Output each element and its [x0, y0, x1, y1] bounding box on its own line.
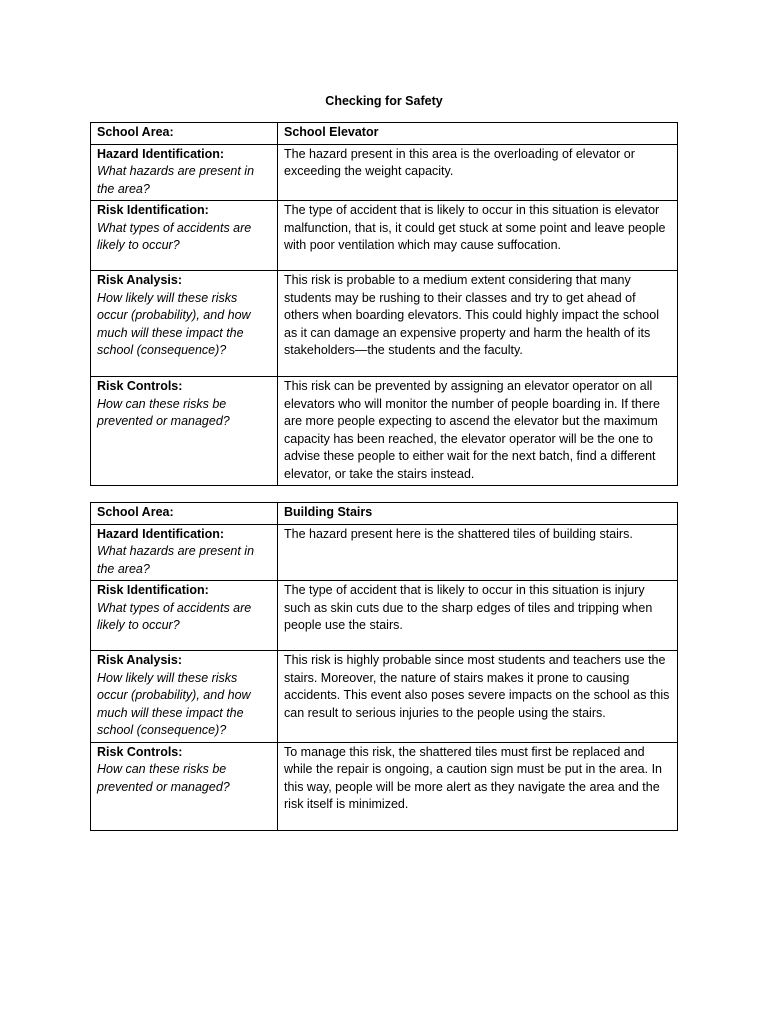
- answer-text: The type of accident that is likely to occur in this situation is injury such as skin cuts due to the sharp edges of tiles and tripping when people use the stairs.: [284, 583, 653, 632]
- answer-cell: [278, 581, 678, 651]
- answer-text: The hazard present here is the shattered tiles of building stairs.: [284, 526, 633, 541]
- answer-cell: [278, 377, 678, 486]
- row-label: School Area:: [97, 125, 174, 139]
- answer-cell: [278, 651, 678, 743]
- answer-cell: [278, 271, 678, 377]
- row-label: School Area:: [97, 505, 174, 519]
- row-label-cell: [91, 651, 278, 743]
- row-label-cell: [91, 742, 278, 830]
- row-question: What types of accidents are likely to occur?: [97, 600, 252, 632]
- table-row: [91, 271, 678, 377]
- answer-cell: [278, 123, 678, 145]
- row-label: Risk Controls:: [97, 379, 183, 393]
- row-label: Risk Identification:: [97, 203, 209, 217]
- answer-cell: [278, 503, 678, 525]
- table-row: [91, 524, 678, 581]
- table-row: [91, 377, 678, 486]
- answer-cell: [278, 144, 678, 201]
- table-row: [91, 144, 678, 201]
- row-label: Risk Identification:: [97, 583, 209, 597]
- answer-text: The type of accident that is likely to occur in this situation is elevator malfunction, that is, it could get stuck at some point and leave people with poor ventilation which may cause suffocation.: [284, 203, 666, 252]
- answer-text: To manage this risk, the shattered tiles must first be replaced and while the repair is ongoing, a caution sign must be put in the area. In this way, people will be more alert as they navigate the area and the risk itself is minimized.: [284, 744, 663, 811]
- row-label-cell: [91, 123, 278, 145]
- row-label: Risk Controls:: [97, 744, 183, 759]
- answer-text: The hazard present in this area is the overloading of elevator or exceeding the weight capacity.: [284, 146, 635, 178]
- row-question: How can these risks be prevented or managed?: [97, 762, 230, 794]
- row-question: How can these risks be prevented or managed?: [97, 396, 230, 428]
- row-label-cell: [91, 201, 278, 271]
- answer-text: This risk is probable to a medium extent considering that many students may be rushing to their classes and try to get ahead of others when boarding elevators. This could highly impact the school as it can damage an expensive property and harm the health of its stakeholders—the students and the faculty.: [284, 273, 659, 357]
- answer-cell: [278, 742, 678, 830]
- area-name: School Elevator: [284, 125, 379, 139]
- row-label-cell: [91, 581, 278, 651]
- table-row: [91, 581, 678, 651]
- row-question: What types of accidents are likely to occur?: [97, 220, 252, 252]
- answer-cell: [278, 201, 678, 271]
- row-label-cell: [91, 524, 278, 581]
- safety-table-elevator: [90, 122, 678, 486]
- answer-text: This risk can be prevented by assigning an elevator operator on all elevators who will monitor the number of people boarding in. If there are more people expecting to ascend the elevator but the maximum capacity has been reached, the elevator operator will be the one to advise these people to either wait for the next batch, find a different elevator, or take the stairs instead.: [284, 379, 660, 481]
- row-label-cell: [91, 271, 278, 377]
- row-label: Hazard Identification:: [97, 526, 225, 541]
- row-question: What hazards are present in the area?: [97, 164, 255, 196]
- table-row: [91, 651, 678, 743]
- safety-table-stairs: [90, 502, 678, 831]
- answer-text: This risk is highly probable since most students and teachers use the stairs. Moreover, the nature of stairs makes it prone to causing accidents. This event also poses severe impacts on the school as this can result to serious injuries to the people using the stairs.: [284, 653, 670, 720]
- row-question: How likely will these risks occur (probability), and how much will these impact the school (consequence)?: [97, 290, 251, 357]
- row-question: What hazards are present in the area?: [97, 544, 255, 576]
- row-label: Risk Analysis:: [97, 273, 182, 287]
- table-row: [91, 123, 678, 145]
- table-row: [91, 742, 678, 830]
- row-label-cell: [91, 503, 278, 525]
- table-row: [91, 201, 678, 271]
- row-label: Hazard Identification:: [97, 146, 225, 161]
- row-label-cell: [91, 377, 278, 486]
- document-title: Checking for Safety: [325, 94, 443, 108]
- area-name: Building Stairs: [284, 505, 373, 519]
- row-label: Risk Analysis:: [97, 653, 182, 667]
- table-row: [91, 503, 678, 525]
- answer-cell: [278, 524, 678, 581]
- row-question: How likely will these risks occur (probability), and how much will these impact the school (consequence)?: [97, 670, 251, 737]
- row-label-cell: [91, 144, 278, 201]
